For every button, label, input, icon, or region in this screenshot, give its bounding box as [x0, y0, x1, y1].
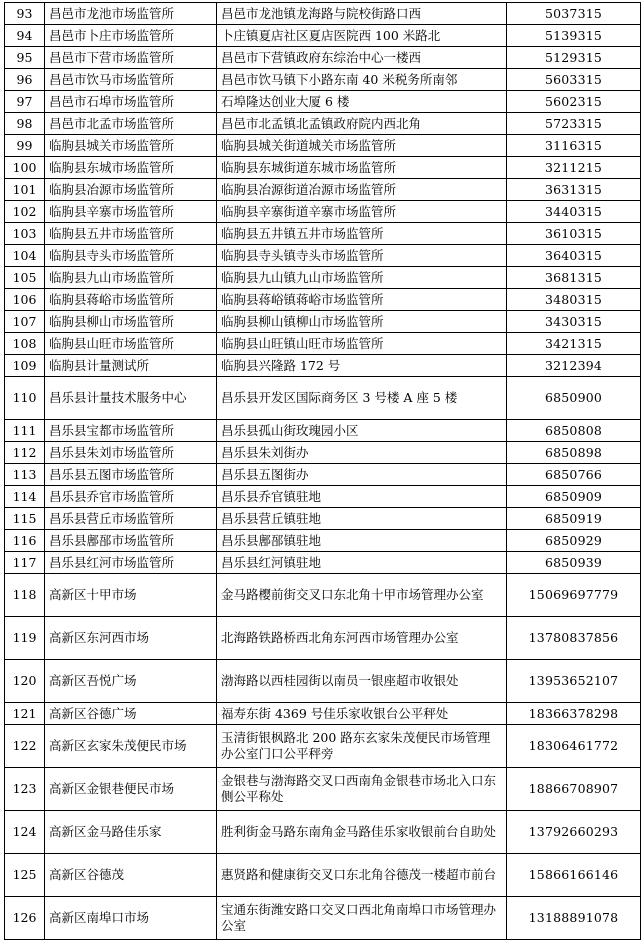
office-address: 昌邑市下营镇政府东综治中心一楼西 [217, 47, 507, 69]
row-number: 119 [5, 617, 45, 660]
row-number: 111 [5, 420, 45, 442]
office-address: 北海路铁路桥西北角东河西市场管理办公室 [217, 617, 507, 660]
row-number: 100 [5, 157, 45, 179]
office-phone: 6850898 [507, 442, 641, 464]
row-number: 108 [5, 333, 45, 355]
office-phone: 15069697779 [507, 574, 641, 617]
office-phone: 13188891078 [507, 897, 641, 940]
row-number: 124 [5, 811, 45, 854]
row-number: 121 [5, 703, 45, 725]
office-address: 昌乐县乔官镇驻地 [217, 486, 507, 508]
row-number: 112 [5, 442, 45, 464]
office-address: 临朐县寺头镇寺头市场监管所 [217, 245, 507, 267]
office-phone: 6850919 [507, 508, 641, 530]
table-row [5, 69, 641, 91]
office-address: 卜庄镇夏店社区夏店医院西 100 米路北 [217, 25, 507, 47]
office-phone: 5037315 [507, 3, 641, 25]
office-name: 临朐县辛寨市场监管所 [45, 201, 217, 223]
office-address: 临朐县冶源街道冶源市场监管所 [217, 179, 507, 201]
office-address: 临朐县柳山镇柳山市场监管所 [217, 311, 507, 333]
office-name: 高新区金马路佳乐家 [45, 811, 217, 854]
office-phone: 5129315 [507, 47, 641, 69]
office-address: 昌乐县开发区国际商务区 3 号楼 A 座 5 楼 [217, 377, 507, 420]
office-name: 昌乐县鄌郚市场监管所 [45, 530, 217, 552]
row-number: 122 [5, 725, 45, 768]
office-name: 临朐县五井市场监管所 [45, 223, 217, 245]
table-row [5, 897, 641, 940]
office-name: 昌乐县乔官市场监管所 [45, 486, 217, 508]
office-phone: 3480315 [507, 289, 641, 311]
office-phone: 18866708907 [507, 768, 641, 811]
table-row [5, 91, 641, 113]
office-name: 高新区南埠口市场 [45, 897, 217, 940]
table-row [5, 25, 641, 47]
office-phone: 6850766 [507, 464, 641, 486]
office-phone: 3421315 [507, 333, 641, 355]
office-phone: 3440315 [507, 201, 641, 223]
office-address: 临朐县五井镇五井市场监管所 [217, 223, 507, 245]
row-number: 98 [5, 113, 45, 135]
office-address: 金马路樱前街交叉口东北角十甲市场管理办公室 [217, 574, 507, 617]
table-row [5, 854, 641, 897]
office-phone: 3640315 [507, 245, 641, 267]
office-name: 昌邑市饮马市场监管所 [45, 69, 217, 91]
row-number: 110 [5, 377, 45, 420]
office-name: 临朐县城关市场监管所 [45, 135, 217, 157]
row-number: 120 [5, 660, 45, 703]
office-name: 临朐县寺头市场监管所 [45, 245, 217, 267]
office-name: 昌邑市卜庄市场监管所 [45, 25, 217, 47]
office-phone: 3116315 [507, 135, 641, 157]
row-number: 125 [5, 854, 45, 897]
office-name: 临朐县冶源市场监管所 [45, 179, 217, 201]
table-row [5, 47, 641, 69]
table-row [5, 223, 641, 245]
table-row [5, 377, 641, 420]
table-row [5, 420, 641, 442]
office-phone: 18366378298 [507, 703, 641, 725]
office-name: 高新区东河西市场 [45, 617, 217, 660]
office-phone: 6850939 [507, 552, 641, 574]
office-name: 昌邑市石埠市场监管所 [45, 91, 217, 113]
office-address: 临朐县辛寨街道辛寨市场监管所 [217, 201, 507, 223]
table-row [5, 201, 641, 223]
table-row [5, 179, 641, 201]
row-number: 96 [5, 69, 45, 91]
table-row [5, 508, 641, 530]
office-name: 高新区十甲市场 [45, 574, 217, 617]
row-number: 104 [5, 245, 45, 267]
office-address: 昌乐县营丘镇驻地 [217, 508, 507, 530]
table-row [5, 355, 641, 377]
table-row [5, 574, 641, 617]
office-phone: 5723315 [507, 113, 641, 135]
table-row [5, 486, 641, 508]
office-name: 临朐县计量测试所 [45, 355, 217, 377]
row-number: 114 [5, 486, 45, 508]
office-address: 宝通东街潍安路口交叉口西北角南埠口市场管理办公室 [217, 897, 507, 940]
table-row [5, 135, 641, 157]
office-address: 临朐县九山镇九山市场监管所 [217, 267, 507, 289]
office-address: 玉清街银枫路北 200 路东玄家朱茂便民市场管理办公室门口公平秤旁 [217, 725, 507, 768]
table-row [5, 3, 641, 25]
table-row [5, 245, 641, 267]
office-phone: 13953652107 [507, 660, 641, 703]
office-phone: 15866166146 [507, 854, 641, 897]
office-name: 高新区吾悦广场 [45, 660, 217, 703]
office-phone: 5603315 [507, 69, 641, 91]
office-address: 昌乐县鄌郚镇驻地 [217, 530, 507, 552]
office-name: 高新区谷德广场 [45, 703, 217, 725]
row-number: 99 [5, 135, 45, 157]
office-name: 昌乐县宝都市场监管所 [45, 420, 217, 442]
office-address: 金银巷与渤海路交叉口西南角金银巷市场北入口东侧公平称处 [217, 768, 507, 811]
office-name: 临朐县柳山市场监管所 [45, 311, 217, 333]
table-row [5, 617, 641, 660]
row-number: 101 [5, 179, 45, 201]
row-number: 97 [5, 91, 45, 113]
office-phone: 5602315 [507, 91, 641, 113]
office-name: 临朐县蒋峪市场监管所 [45, 289, 217, 311]
office-address: 惠贤路和健康街交叉口东北角谷德茂一楼超市前台 [217, 854, 507, 897]
office-address: 临朐县蒋峪镇蒋峪市场监管所 [217, 289, 507, 311]
office-name: 昌邑市北孟市场监管所 [45, 113, 217, 135]
office-phone: 5139315 [507, 25, 641, 47]
office-name: 昌邑市龙池市场监管所 [45, 3, 217, 25]
table-row [5, 530, 641, 552]
office-address: 胜利街金马路东南角金马路佳乐家收银前台自助处 [217, 811, 507, 854]
row-number: 94 [5, 25, 45, 47]
table-body [5, 3, 641, 940]
office-name: 昌乐县朱刘市场监管所 [45, 442, 217, 464]
office-address: 渤海路以西桂园街以南员一银座超市收银处 [217, 660, 507, 703]
office-address: 福寿东街 4369 号佳乐家收银台公平秤处 [217, 703, 507, 725]
office-name: 临朐县东城市场监管所 [45, 157, 217, 179]
office-name: 临朐县九山市场监管所 [45, 267, 217, 289]
office-address: 昌乐县红河镇驻地 [217, 552, 507, 574]
office-address: 昌邑市北孟镇北孟镇政府院内西北角 [217, 113, 507, 135]
table-row [5, 811, 641, 854]
table-row [5, 333, 641, 355]
office-name: 高新区金银巷便民市场 [45, 768, 217, 811]
office-phone: 6850808 [507, 420, 641, 442]
office-address: 昌邑市饮马镇下小路东南 40 米税务所南邻 [217, 69, 507, 91]
table-row [5, 464, 641, 486]
office-phone: 13792660293 [507, 811, 641, 854]
office-address: 石埠隆达创业大厦 6 楼 [217, 91, 507, 113]
office-address: 昌邑市龙池镇龙海路与院校街路口西 [217, 3, 507, 25]
row-number: 105 [5, 267, 45, 289]
office-name: 高新区谷德茂 [45, 854, 217, 897]
office-phone: 3631315 [507, 179, 641, 201]
table-row [5, 157, 641, 179]
row-number: 106 [5, 289, 45, 311]
office-phone: 3610315 [507, 223, 641, 245]
table-row [5, 113, 641, 135]
office-phone: 3211215 [507, 157, 641, 179]
office-name: 昌乐县计量技术服务中心 [45, 377, 217, 420]
table-row [5, 703, 641, 725]
row-number: 115 [5, 508, 45, 530]
supervision-office-table [4, 2, 641, 940]
row-number: 123 [5, 768, 45, 811]
row-number: 107 [5, 311, 45, 333]
office-phone: 6850909 [507, 486, 641, 508]
office-name: 临朐县山旺市场监管所 [45, 333, 217, 355]
office-phone: 3212394 [507, 355, 641, 377]
office-name: 昌乐县红河市场监管所 [45, 552, 217, 574]
table-row [5, 442, 641, 464]
office-address: 临朐县兴隆路 172 号 [217, 355, 507, 377]
office-phone: 13780837856 [507, 617, 641, 660]
office-address: 临朐县东城街道东城市场监管所 [217, 157, 507, 179]
office-phone: 6850929 [507, 530, 641, 552]
table-row [5, 552, 641, 574]
table-row [5, 289, 641, 311]
row-number: 102 [5, 201, 45, 223]
office-name: 昌乐县五图市场监管所 [45, 464, 217, 486]
row-number: 95 [5, 47, 45, 69]
office-name: 昌乐县营丘市场监管所 [45, 508, 217, 530]
table-row [5, 311, 641, 333]
table-row [5, 660, 641, 703]
office-address: 昌乐县朱刘街办 [217, 442, 507, 464]
row-number: 113 [5, 464, 45, 486]
row-number: 103 [5, 223, 45, 245]
row-number: 117 [5, 552, 45, 574]
office-phone: 3430315 [507, 311, 641, 333]
office-phone: 6850900 [507, 377, 641, 420]
office-address: 临朐县城关街道城关市场监管所 [217, 135, 507, 157]
office-phone: 18306461772 [507, 725, 641, 768]
row-number: 109 [5, 355, 45, 377]
row-number: 93 [5, 3, 45, 25]
row-number: 118 [5, 574, 45, 617]
office-address: 昌乐县孤山街玫瑰园小区 [217, 420, 507, 442]
office-phone: 3681315 [507, 267, 641, 289]
office-name: 昌邑市下营市场监管所 [45, 47, 217, 69]
table-row [5, 768, 641, 811]
table-row [5, 267, 641, 289]
office-address: 临朐县山旺镇山旺市场监管所 [217, 333, 507, 355]
table-row [5, 725, 641, 768]
office-address: 昌乐县五图街办 [217, 464, 507, 486]
office-name: 高新区玄家朱茂便民市场 [45, 725, 217, 768]
row-number: 116 [5, 530, 45, 552]
row-number: 126 [5, 897, 45, 940]
